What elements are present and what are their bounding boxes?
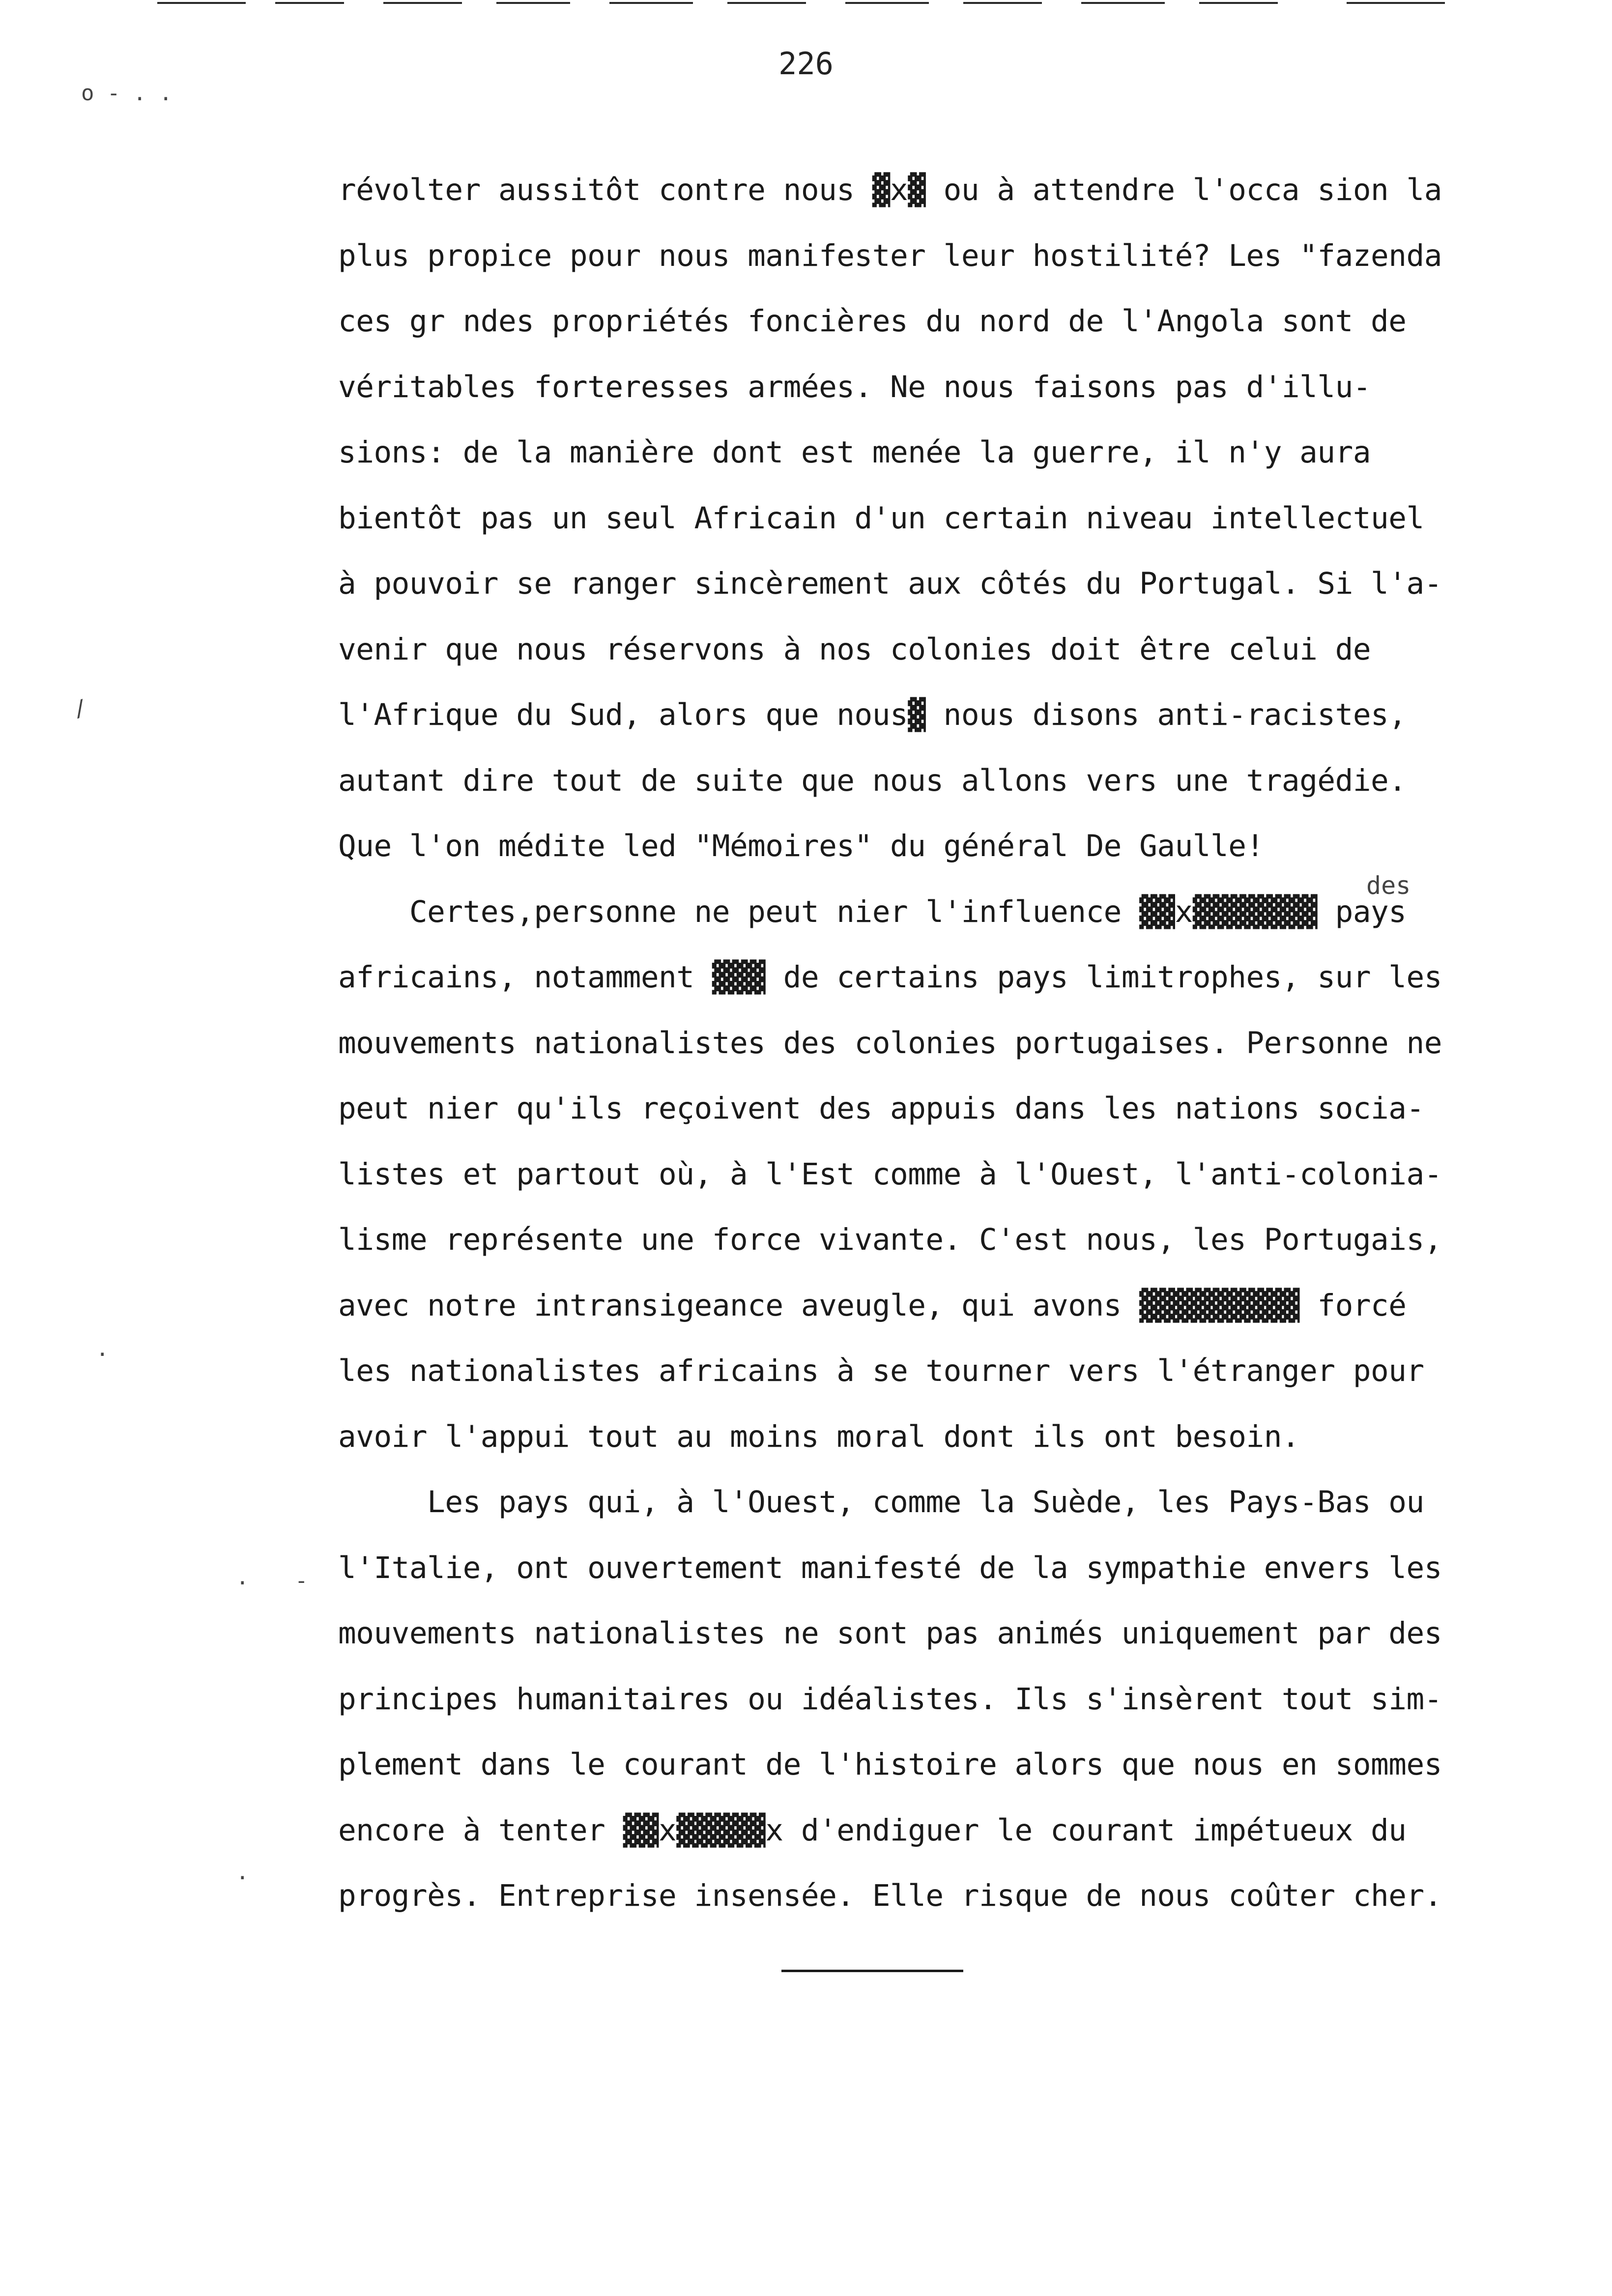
text-line-15: peut nier qu'ils reçoivent des appuis dans les nations socia- (338, 1091, 1424, 1126)
text-line-23: mouvements nationalistes ne sont pas animés uniquement par des (338, 1616, 1442, 1651)
margin-mark-dot-3: · (236, 1866, 249, 1891)
page-number: 226 (778, 46, 834, 82)
margin-mark-dot-2: · (236, 1571, 249, 1596)
text-line-16: listes et partout où, à l'Est comme à l'Ouest, l'anti-colonia- (338, 1156, 1442, 1192)
text-line-26: encore à tenter ▓▓x▓▓▓▓▓x d'endiguer le courant impétueux du (338, 1812, 1407, 1848)
text-line-5: sions: de la manière dont est menée la guerre, il n'y aura (338, 435, 1371, 470)
margin-mark-top: o - . . (81, 81, 173, 106)
text-line-24: principes humanitaires ou idéalistes. Ils s'insèrent tout sim- (338, 1681, 1442, 1717)
text-line-1: révolter aussitôt contre nous ▓x▓ ou à attendre l'occa sion la (338, 172, 1442, 207)
text-line-10: autant dire tout de suite que nous allons vers une tragédie. (338, 763, 1407, 798)
text-line-9: l'Afrique du Sud, alors que nous▓ nous disons anti-racistes, (338, 697, 1407, 732)
text-line-3: ces gr ndes propriétés foncières du nord de l'Angola sont de (338, 304, 1407, 339)
text-line-19: les nationalistes africains à se tourner vers l'étranger pour (338, 1353, 1424, 1388)
typed-body (338, 157, 1596, 1929)
end-of-text-rule (781, 1970, 963, 1972)
text-line-13: africains, notamment ▓▓▓ de certains pays limitrophes, sur les (338, 960, 1442, 995)
text-line-6: bientôt pas un seul Africain d'un certain niveau intellectuel (338, 500, 1424, 536)
text-line-4: véritables forteresses armées. Ne nous faisons pas d'illu- (338, 369, 1371, 404)
text-line-20: avoir l'appui tout au moins moral dont ils ont besoin. (338, 1419, 1300, 1454)
interlinear-correction: des (1366, 871, 1411, 900)
top-edge-rule (0, 0, 1612, 7)
text-line-11: Que l'on médite led "Mémoires" du général De Gaulle! (338, 829, 1264, 863)
margin-mark-slash: / (70, 694, 90, 722)
text-line-12: Certes,personne ne peut nier l'influence ▓▓x▓▓▓▓▓▓▓ pays (338, 894, 1407, 929)
text-line-22: l'Italie, ont ouvertement manifesté de la sympathie envers les (338, 1550, 1442, 1585)
margin-mark-dot-1: · (96, 1342, 109, 1367)
text-line-17: lisme représente une force vivante. C'est nous, les Portugais, (338, 1222, 1442, 1257)
text-line-27: progrès. Entreprise insensée. Elle risque de nous coûter cher. (338, 1878, 1442, 1913)
margin-mark-dash: - (295, 1568, 308, 1593)
text-line-14: mouvements nationalistes des colonies portugaises. Personne ne (338, 1025, 1442, 1061)
text-line-7: à pouvoir se ranger sincèrement aux côtés du Portugal. Si l'a- (338, 566, 1442, 601)
text-line-8: venir que nous réservons à nos colonies doit être celui de (338, 631, 1371, 667)
text-line-18: avec notre intransigeance aveugle, qui avons ▓▓▓▓▓▓▓▓▓ forcé (338, 1288, 1407, 1323)
text-line-25: plement dans le courant de l'histoire alors que nous en sommes (338, 1747, 1442, 1782)
text-line-2: plus propice pour nous manifester leur hostilité? Les "fazenda (338, 238, 1442, 273)
text-line-21: Les pays qui, à l'Ouest, comme la Suède, les Pays-Bas ou (338, 1485, 1424, 1520)
